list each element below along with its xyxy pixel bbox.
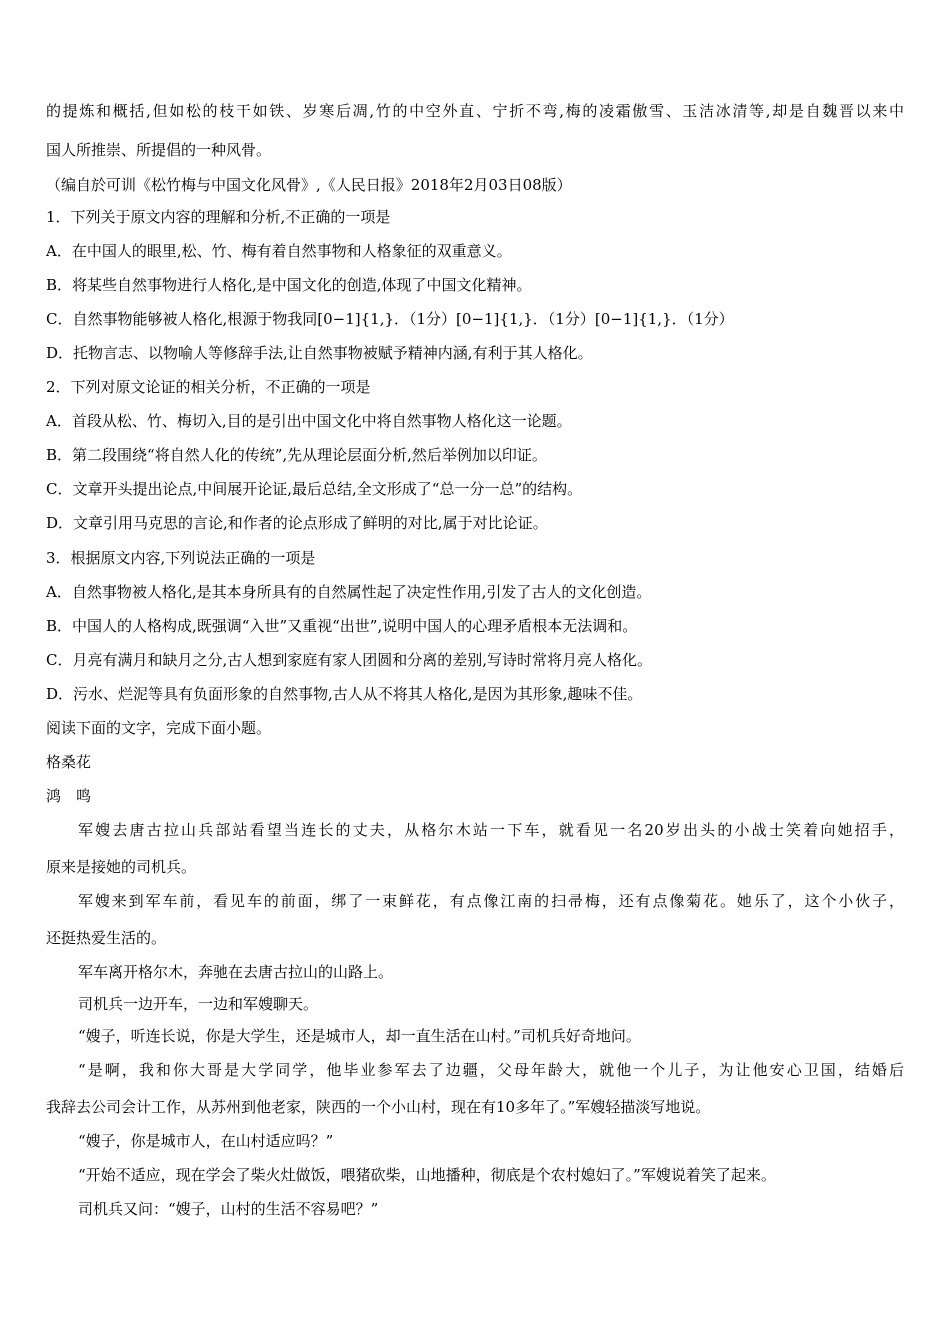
paragraph-4: 司机兵一边开车，一边和军嫂聊天。 bbox=[78, 995, 319, 1013]
question-1-option-b: B．将某些自然事物进行人格化,是中国文化的创造,体现了中国文化精神。 bbox=[46, 276, 532, 294]
question-1-stem: 1．下列关于原文内容的理解和分析,不正确的一项是 bbox=[46, 208, 391, 226]
question-3-option-d: D．污水、烂泥等具有负面形象的自然事物,古人从不将其人格化,是因为其形象,趣味不佳。 bbox=[46, 685, 643, 703]
question-2-option-d: D．文章引用马克思的言论,和作者的论点形成了鲜明的对比,属于对比论证。 bbox=[46, 514, 548, 532]
question-1-option-c: C．自然事物能够被人格化,根源于物我同[0−1]{1,}．（1分）[0−1]{1,}．（1分）[0−1]{1,}．（1分） bbox=[46, 310, 734, 328]
paragraph-6-line-2: 我辞去公司会计工作，从苏州到他老家，陕西的一个小山村，现在有10多年了。”军嫂轻描淡写地说。 bbox=[46, 1098, 711, 1116]
question-3-option-c: C．月亮有满月和缺月之分,古人想到家庭有家人团圆和分离的差别,写诗时常将月亮人格化。 bbox=[46, 651, 653, 669]
question-3-option-b: B．中国人的人格构成,既强调“入世”又重视“出世”,说明中国人的心理矛盾根本无法调和。 bbox=[46, 617, 638, 635]
question-2-stem: 2．下列对原文论证的相关分析，不正确的一项是 bbox=[46, 378, 371, 396]
question-3-option-a: A．自然事物被人格化,是其本身所具有的自然属性起了决定性作用,引发了古人的文化创造。 bbox=[46, 583, 652, 601]
paragraph-2-line-1: 军嫂来到军车前，看见车的前面，绑了一束鲜花，有点像江南的扫帚梅，还有点像菊花。她乐了，这个小伙子， bbox=[78, 892, 904, 910]
reading-instruction: 阅读下面的文字，完成下面小题。 bbox=[46, 719, 272, 737]
intro-line-1: 的提炼和概括,但如松的枝干如铁、岁寒后凋,竹的中空外直、宁折不弯,梅的凌霜傲雪、玉洁冰清等,却是自魏晋以来中 bbox=[46, 102, 904, 120]
intro-line-2: 国人所推崇、所提倡的一种风骨。 bbox=[46, 141, 272, 159]
paragraph-8: “开始不适应，现在学会了柴火灶做饭，喂猪砍柴，山地播种，彻底是个农村媳妇了。”军嫂说着笑了起来。 bbox=[78, 1166, 776, 1184]
paragraph-6-line-1: “是啊，我和你大哥是大学同学，他毕业参军去了边疆，父母年龄大，就他一个儿子，为让他安心卫国，结婚后 bbox=[78, 1061, 904, 1079]
paragraph-5: “嫂子，听连长说，你是大学生，还是城市人，却一直生活在山村。”司机兵好奇地问。 bbox=[78, 1027, 641, 1045]
paragraph-9: 司机兵又问：“嫂子，山村的生活不容易吧？” bbox=[78, 1200, 379, 1218]
question-2-option-c: C．文章开头提出论点,中间展开论证,最后总结,全文形成了“总一分一总”的结构。 bbox=[46, 480, 583, 498]
question-1-option-d: D．托物言志、以物喻人等修辞手法,让自然事物被赋予精神内涵,有利于其人格化。 bbox=[46, 344, 593, 362]
paragraph-1-line-1: 军嫂去唐古拉山兵部站看望当连长的丈夫，从格尔木站一下车，就看见一名20岁出头的小战士笑着向她招手， bbox=[78, 821, 904, 839]
article-title: 格桑花 bbox=[46, 753, 92, 771]
paragraph-3: 军车离开格尔木，奔驰在去唐古拉山的山路上。 bbox=[78, 963, 394, 981]
article-author: 鸿 鸣 bbox=[46, 787, 92, 805]
question-2-option-a: A．首段从松、竹、梅切入,目的是引出中国文化中将自然事物人格化这一论题。 bbox=[46, 412, 572, 430]
source-citation: （编自於可训《松竹梅与中国文化风骨》,《人民日报》2018年2月03日08版） bbox=[46, 176, 572, 194]
paragraph-2-line-2: 还挺热爱生活的。 bbox=[46, 929, 167, 947]
question-3-stem: 3．根据原文内容,下列说法正确的一项是 bbox=[46, 549, 316, 567]
question-1-option-a: A．在中国人的眼里,松、竹、梅有着自然事物和人格象征的双重意义。 bbox=[46, 242, 512, 260]
question-2-option-b: B．第二段围绕“将自然人化的传统”,先从理论层面分析,然后举例加以印证。 bbox=[46, 446, 547, 464]
paragraph-1-line-2: 原来是接她的司机兵。 bbox=[46, 858, 197, 876]
paragraph-7: “嫂子，你是城市人，在山村适应吗？” bbox=[78, 1132, 334, 1150]
